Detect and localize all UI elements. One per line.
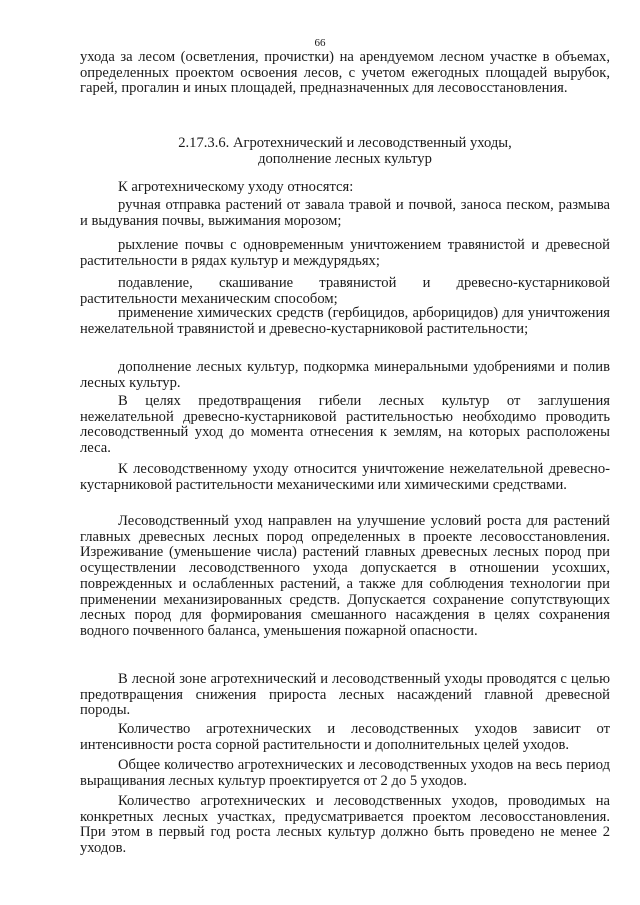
intro-line: К агротехническому уходу относятся: — [118, 179, 354, 195]
body-paragraph: В целях предотвращения гибели лесных культур от заглушения нежелательной древесно-кустарниковой растительностью необходимо проводить лесоводственный уход до момента отнесения к землям, на которых расположены леса. — [80, 393, 610, 457]
list-item: применение химических средств (гербицидов, арборицидов) для уничтожения нежелательной травянистой и древесно-кустарниковой растительности; — [80, 305, 610, 337]
body-paragraph: Лесоводственный уход направлен на улучшение условий роста для растений главных древесных лесных пород определенных в проекте лесовосстановления. Изреживание (уменьшение числа) растений главных древесных лесных пород при осуществлении лесоводственного ухода допускается в отношении усохших, поврежденных и ослабленных растений, а также для соблюдения технологии при применении механизированных средств. Допускается сохранение сопутствующих лесных пород для формирования смешанного насаждения в целях сохранения водного почвенного баланса, уменьшения пожарной опасности. — [80, 513, 610, 639]
section-heading-line-1: 2.17.3.6. Агротехнический и лесоводственный уходы, — [178, 135, 512, 151]
list-item: рыхление почвы с одновременным уничтожением травянистой и древесной растительности в рядах культур и междурядьях; — [80, 237, 610, 269]
page-number: 66 — [314, 37, 326, 49]
body-paragraph: Количество агротехнических и лесоводственных уходов зависит от интенсивности роста сорной растительности и дополнительных целей уходов. — [80, 721, 610, 753]
body-paragraph: Общее количество агротехнических и лесоводственных уходов на весь период выращивания лесных культур проектируется от 2 до 5 уходов. — [80, 757, 610, 789]
section-heading — [80, 135, 610, 167]
list-item: ручная отправка растений от завала травой и почвой, заноса песком, размыва и выдувания почвы, выжимания морозом; — [80, 197, 610, 229]
list-item: дополнение лесных культур, подкормка минеральными удобрениями и полив лесных культур. — [80, 359, 610, 391]
continuation-paragraph: ухода за лесом (осветления, прочистки) на арендуемом лесном участке в объемах, определенных проектом освоения лесов, с учетом ежегодных площадей вырубок, гарей, прогалин и иных площадей, предназначенных для лесовосстановления. — [80, 49, 610, 97]
section-heading-line-2: дополнение лесных культур — [258, 151, 432, 167]
list-item: подавление, скашивание травянистой и древесно-кустарниковой растительности механическим способом; — [80, 275, 610, 307]
body-paragraph: Количество агротехнических и лесоводственных уходов, проводимых на конкретных лесных участках, предусматривается проектом лесовосстановления. При этом в первый год роста лесных культур должно быть проведено не менее 2 уходов. — [80, 793, 610, 857]
body-paragraph: В лесной зоне агротехнический и лесоводственный уходы проводятся с целью предотвращения снижения прироста лесных насаждений главной древесной породы. — [80, 671, 610, 719]
body-paragraph: К лесоводственному уходу относится уничтожение нежелательной древесно-кустарниковой растительности механическими или химическими средствами. — [80, 461, 610, 493]
